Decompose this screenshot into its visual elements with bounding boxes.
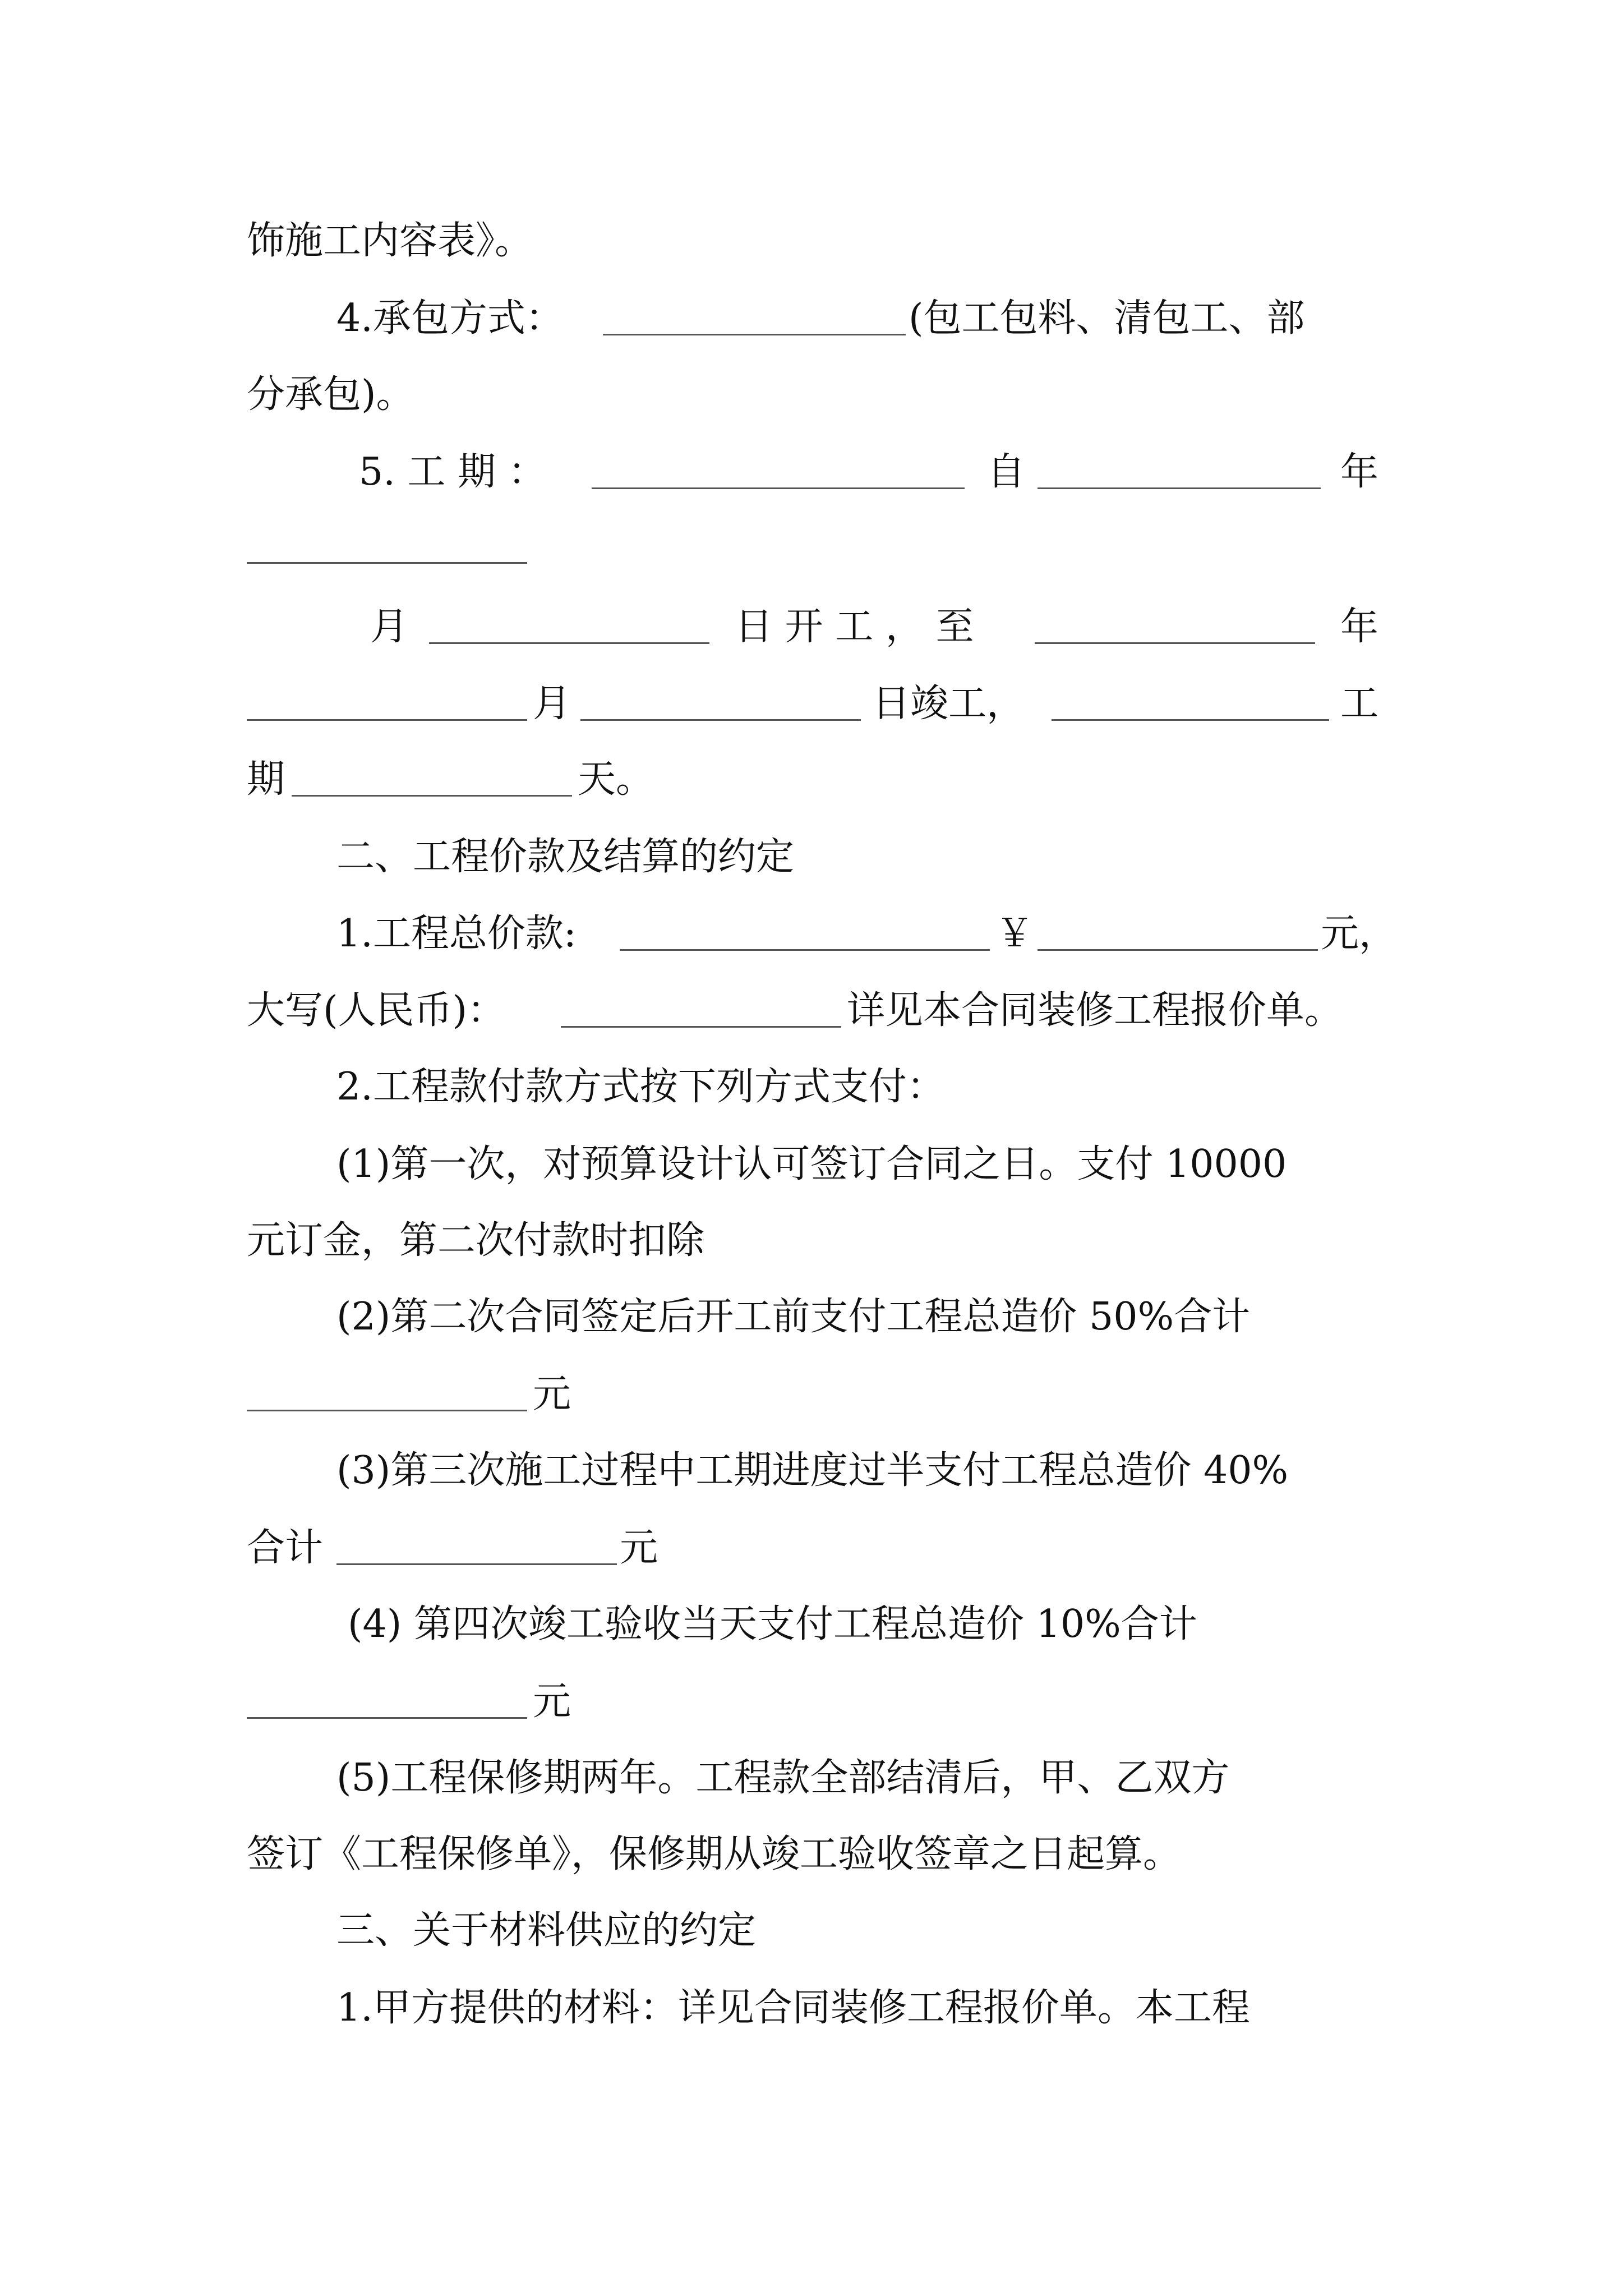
text-line xyxy=(0,1520,1623,1576)
text-segment: 5. 工 期 ： xyxy=(359,450,546,494)
text-segment: 1.工程总价款: xyxy=(336,912,577,956)
text-segment: 元 xyxy=(533,1680,571,1724)
text-line xyxy=(0,1443,1623,1499)
text-line xyxy=(0,1137,1623,1193)
text-line xyxy=(0,519,1623,575)
text-line xyxy=(0,1750,1623,1806)
text-segment: 日 开 工 ， 至 xyxy=(735,605,974,649)
fill-in-blank xyxy=(292,752,572,808)
text-segment: 元， xyxy=(1321,912,1398,956)
text-segment: 元 xyxy=(620,1526,658,1570)
text-segment: 工 xyxy=(1340,682,1379,726)
section-heading xyxy=(0,829,1623,885)
text-line xyxy=(0,983,1623,1039)
section-heading xyxy=(0,1903,1623,1959)
text-segment: 月 xyxy=(370,605,409,649)
text-line xyxy=(0,1289,1623,1345)
fill-in-blank xyxy=(561,983,841,1039)
text-line xyxy=(0,676,1623,732)
text-segment: (2)第二次合同签定后开工前支付工程总造价 50%合计 xyxy=(336,1295,1251,1339)
text-segment: 详见本合同装修工程报价单。 xyxy=(847,988,1343,1033)
fill-in-blank xyxy=(592,444,965,500)
text-segment: 签订《工程保修单》，保修期从竣工验收签章之日起算。 xyxy=(247,1832,1182,1876)
text-segment: 2.工程款付款方式按下列方式支付： xyxy=(336,1065,945,1109)
text-line xyxy=(0,1213,1623,1269)
text-segment: 自 xyxy=(987,450,1026,494)
text-segment: (5)工程保修期两年。工程款全部结清后，甲、乙双方 xyxy=(336,1756,1230,1800)
text-line xyxy=(0,1059,1623,1115)
text-line xyxy=(0,213,1623,269)
text-segment: (包工包料、清包工、部 xyxy=(909,296,1305,341)
text-segment: 天。 xyxy=(578,757,654,802)
text-line xyxy=(0,906,1623,962)
fill-in-blank xyxy=(1038,444,1321,500)
fill-in-blank xyxy=(247,1366,527,1423)
fill-in-blank xyxy=(580,676,861,732)
text-line xyxy=(0,367,1623,423)
text-segment: 期 xyxy=(247,757,285,802)
fill-in-blank xyxy=(247,1674,527,1730)
text-line xyxy=(0,752,1623,808)
text-segment: 三、关于材料供应的约定 xyxy=(336,1908,757,1953)
fill-in-blank xyxy=(1035,599,1315,655)
text-line xyxy=(0,1596,1623,1653)
fill-in-blank xyxy=(247,519,527,575)
text-segment: 4.承包方式： xyxy=(336,296,564,341)
text-segment: 二、工程价款及结算的约定 xyxy=(336,835,795,879)
text-segment: (4) 第四次竣工验收当天支付工程总造价 10%合计 xyxy=(348,1602,1197,1646)
text-segment: 日竣工， xyxy=(872,682,1025,726)
text-line xyxy=(0,444,1623,500)
text-segment: (1)第一次，对预算设计认可签订合同之日。支付 10000 xyxy=(336,1142,1287,1186)
text-segment: 大写(人民币)： xyxy=(247,988,506,1033)
fill-in-blank xyxy=(429,599,709,655)
text-segment: 月 xyxy=(533,682,571,726)
text-segment: 元订金，第二次付款时扣除 xyxy=(247,1218,705,1263)
fill-in-blank xyxy=(1052,676,1329,732)
text-line xyxy=(0,291,1623,347)
text-line xyxy=(0,1980,1623,2036)
text-segment: 合计 xyxy=(247,1526,324,1570)
text-segment: (3)第三次施工过程中工期进度过半支付工程总造价 40% xyxy=(336,1448,1289,1493)
fill-in-blank xyxy=(336,1520,617,1576)
text-line xyxy=(0,1674,1623,1730)
fill-in-blank xyxy=(603,291,906,347)
text-segment: 元 xyxy=(533,1372,571,1416)
text-line xyxy=(0,599,1623,655)
text-segment: 1.甲方提供的材料：详见合同装修工程报价单。本工程 xyxy=(336,1986,1250,2030)
fill-in-blank xyxy=(247,676,527,732)
fill-in-blank xyxy=(620,906,990,962)
text-segment: 饰施工内容表》。 xyxy=(247,219,533,263)
text-segment: 分承包)。 xyxy=(247,372,414,417)
text-segment: ￥ xyxy=(995,912,1034,956)
text-line xyxy=(0,1366,1623,1423)
text-segment: 年 xyxy=(1340,605,1379,649)
text-line xyxy=(0,1826,1623,1883)
fill-in-blank xyxy=(1038,906,1318,962)
text-segment: 年 xyxy=(1340,450,1379,494)
